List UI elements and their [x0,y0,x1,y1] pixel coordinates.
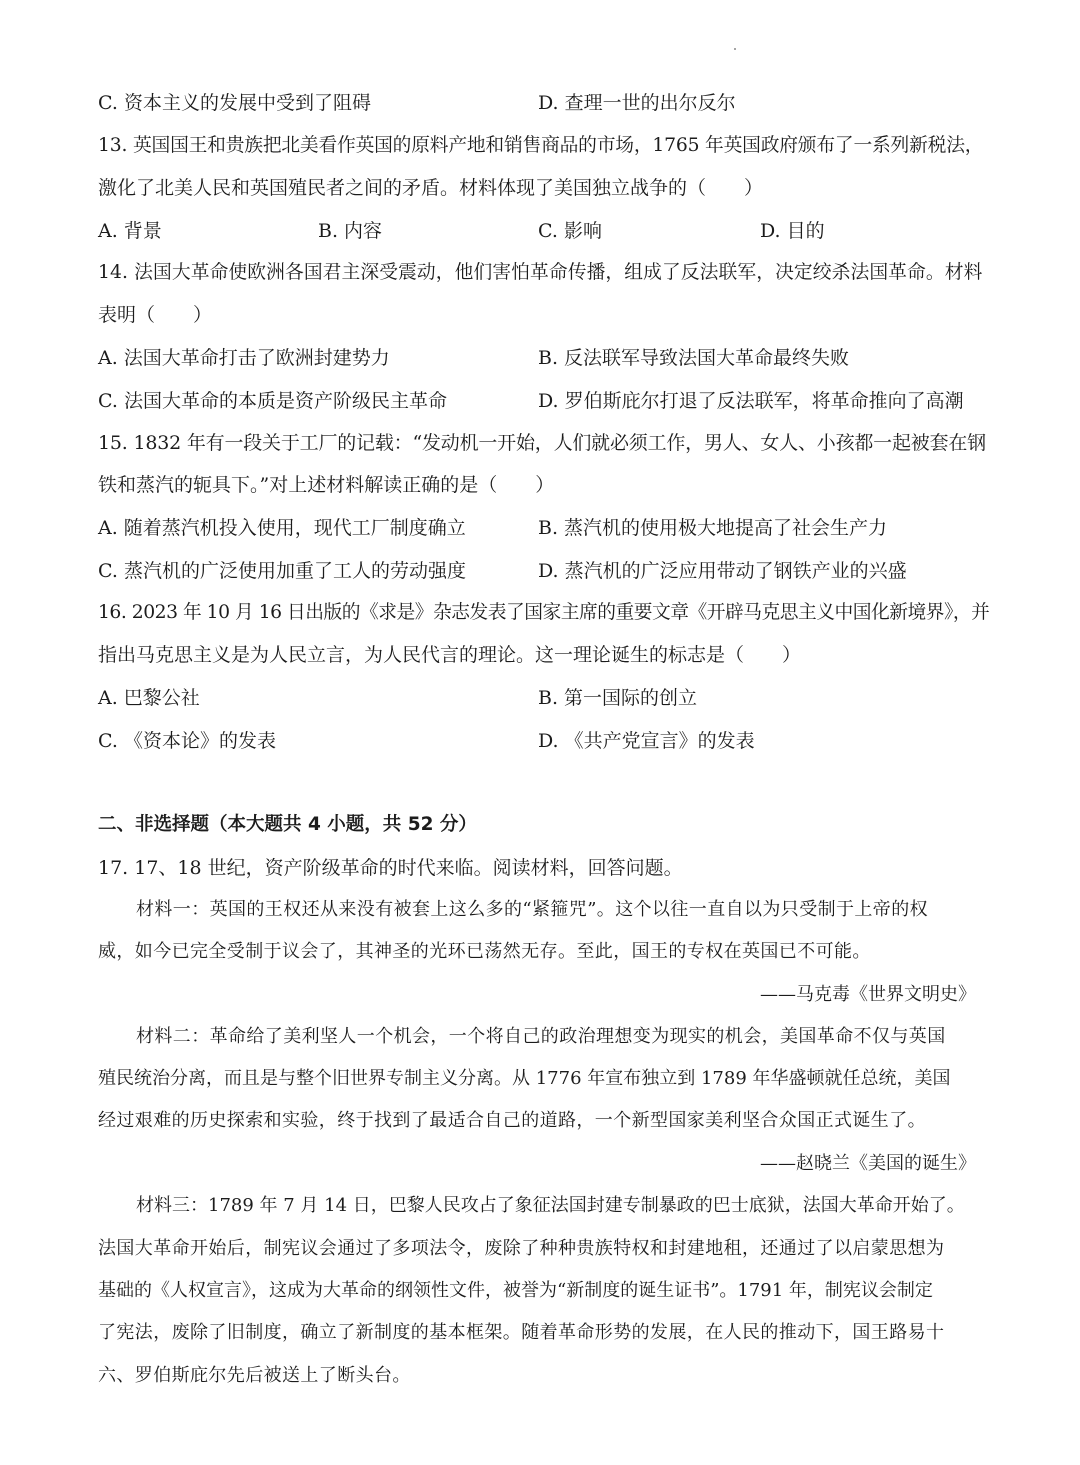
q15-option-b: B. 蒸汽机的使用极大地提高了社会生产力 [538,517,888,539]
q12-option-d: D. 查理一世的出尔反尔 [538,92,736,114]
q13-stem-line-2: 激化了北美人民和英国殖民者之间的矛盾。材料体现了美国独立战争的（ ） [98,177,764,199]
q16-option-d: D. 《共产党宣言》的发表 [538,730,755,752]
material-3-line-5: 六、罗伯斯庇尔先后被送上了断头台。 [98,1365,411,1386]
q14-option-b: B. 反法联军导致法国大革命最终失败 [538,347,850,369]
scan-speck [734,48,736,50]
q14-option-d: D. 罗伯斯庇尔打退了反法联军，将革命推向了高潮 [538,390,964,412]
q16-option-c: C. 《资本论》的发表 [98,730,276,752]
q15-stem-line-1: 15. 1832 年有一段关于工厂的记载：“发动机一开始，人们就必须工作，男人、女人、小孩都一起被套在钢 [98,432,986,454]
section-heading: 二、非选择题（本大题共 4 小题，共 52 分） [98,814,477,835]
q13-option-a: A. 背景 [98,220,162,242]
material-1-line-2: 威，如今已完全受制于议会了，其神圣的光环已荡然无存。至此，国王的专权在英国已不可能。 [98,941,871,962]
material-1-line-1: 材料一：英国的王权还从来没有被套上这么多的“紧箍咒”。这个以往一直自以为只受制于上帝的权 [136,899,928,920]
material-3-line-4: 了宪法，废除了旧制度，确立了新制度的基本框架。随着革命形势的发展，在人民的推动下，国王路易十 [98,1322,945,1343]
q14-stem-line-2: 表明（ ） [98,304,213,326]
q14-option-a: A. 法国大革命打击了欧洲封建势力 [98,347,390,369]
q15-option-c: C. 蒸汽机的广泛使用加重了工人的劳动强度 [98,560,466,582]
material-1-source: ——马克毒《世界文明史》 [760,984,976,1005]
q16-option-b: B. 第一国际的创立 [538,687,698,709]
q16-stem-line-2: 指出马克思主义是为人民立言，为人民代言的理论。这一理论诞生的标志是（ ） [98,644,802,666]
material-3-line-1: 材料三：1789 年 7 月 14 日，巴黎人民攻占了象征法国封建专制暴政的巴士底狱，法国大革命开始了。 [136,1195,965,1216]
q13-option-b: B. 内容 [318,220,383,242]
q15-stem-line-2: 铁和蒸汽的轭具下。”对上述材料解读正确的是（ ） [98,474,555,496]
material-2-line-1: 材料二：革命给了美利坚人一个机会，一个将自己的政治理想变为现实的机会，美国革命不仅与英国 [136,1026,946,1047]
q13-option-c: C. 影响 [538,220,602,242]
material-2-line-3: 经过艰难的历史探索和实验，终于找到了最适合自己的道路，一个新型国家美利坚合众国正式诞生了。 [98,1110,926,1131]
q12-option-c: C. 资本主义的发展中受到了阻碍 [98,92,371,114]
q13-stem-line-1: 13. 英国国王和贵族把北美看作英国的原料产地和销售商品的市场，1765 年英国政府颁布了一系列新税法， [98,135,984,156]
q14-option-c: C. 法国大革命的本质是资产阶级民主革命 [98,390,447,412]
material-3-line-3: 基础的《人权宣言》，这成为大革命的纲领性文件，被誉为“新制度的诞生证书”。1791 年，制宪议会制定 [98,1280,933,1301]
material-2-line-2: 殖民统治分离，而且是与整个旧世界专制主义分离。从 1776 年宣布独立到 1789 年华盛顿就任总统，美国 [98,1068,951,1089]
q14-stem-line-1: 14. 法国大革命使欧洲各国君主深受震动，他们害怕革命传播，组成了反法联军，决定绞杀法国革命。材料 [98,262,983,283]
q15-option-a: A. 随着蒸汽机投入使用，现代工厂制度确立 [98,517,466,539]
q13-option-d: D. 目的 [760,220,825,242]
material-2-source: ——赵晓兰《美国的诞生》 [760,1153,976,1174]
q16-stem-line-1: 16. 2023 年 10 月 16 日出版的《求是》杂志发表了国家主席的重要文章《开辟马克思主义中国化新境界》，并 [98,602,990,623]
q17-stem: 17. 17、18 世纪，资产阶级革命的时代来临。阅读材料，回答问题。 [98,857,683,879]
material-3-line-2: 法国大革命开始后，制宪议会通过了多项法令，废除了种种贵族特权和封建地租，还通过了以启蒙思想为 [98,1238,945,1259]
q15-option-d: D. 蒸汽机的广泛应用带动了钢铁产业的兴盛 [538,560,907,582]
q16-option-a: A. 巴黎公社 [98,687,200,709]
